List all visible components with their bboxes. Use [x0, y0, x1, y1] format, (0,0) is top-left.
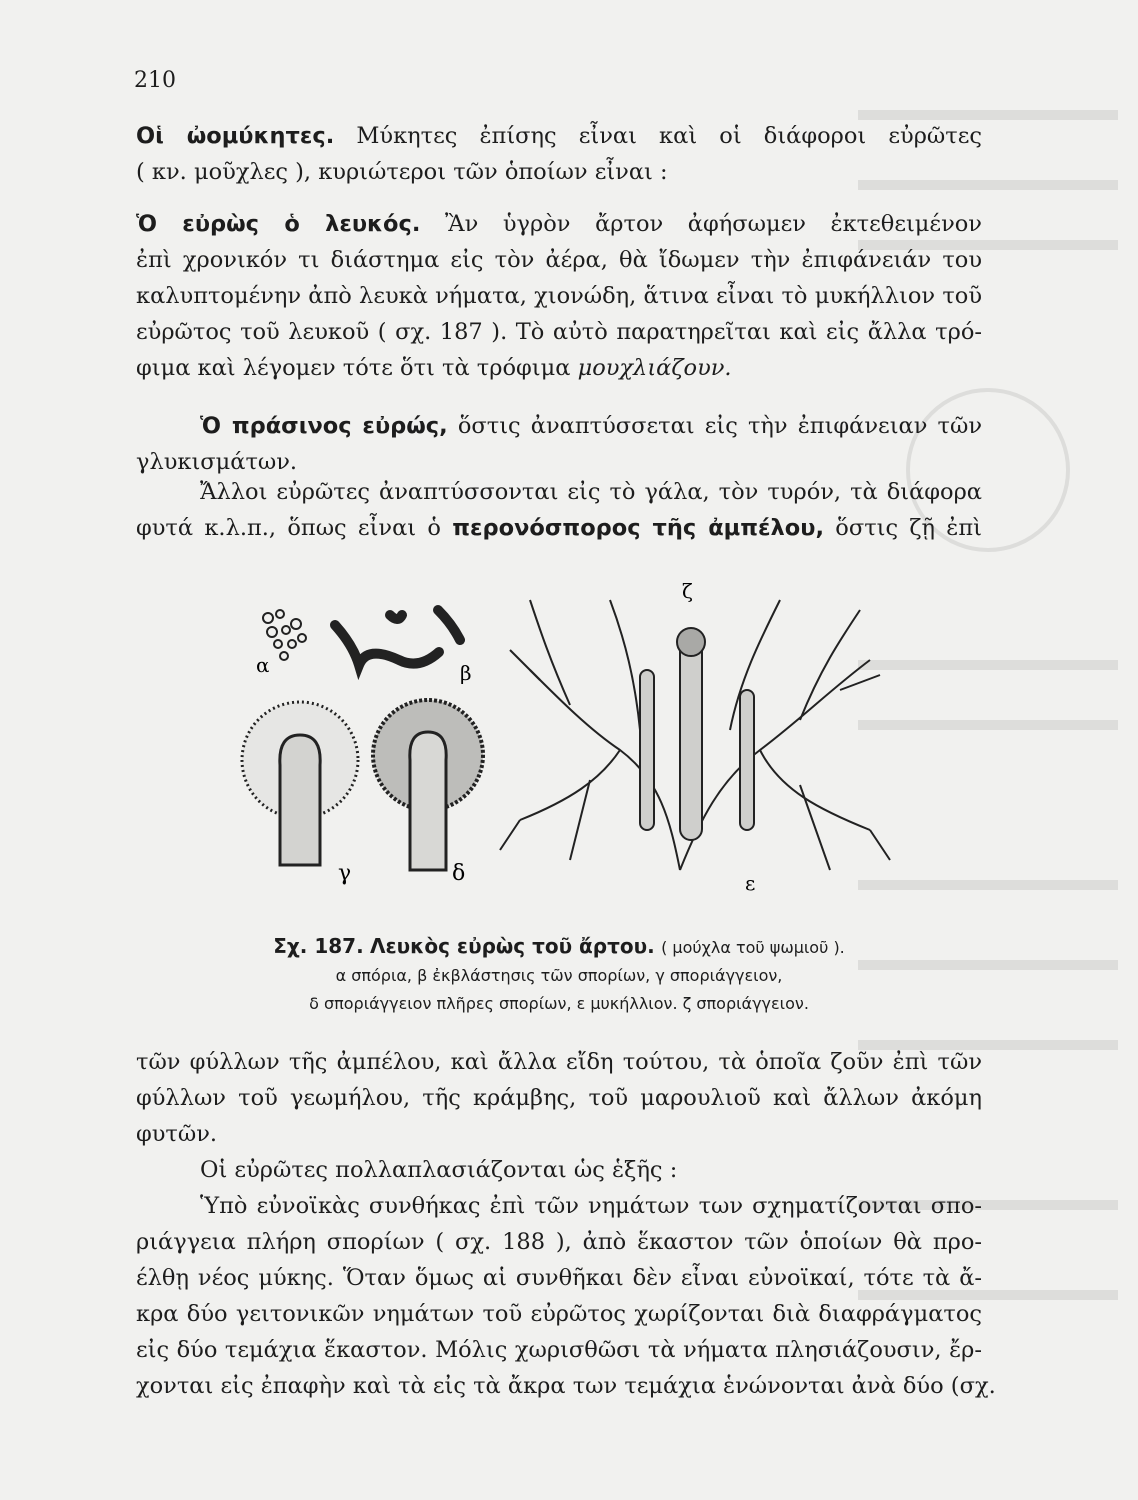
germinating-spores-beta: [335, 610, 460, 665]
caption-common-name: ( μούχλα τοῦ ψωμιοῦ ).: [661, 938, 845, 957]
caption-line-2: α σπόρια, β ἐκβλάστησις τῶν σπορίων, γ σποριάγγειον,: [335, 966, 783, 985]
caption-line-3: δ σποριάγγειον πλῆρες σπορίων, ε μυκήλλιον. ζ σποριάγγειον.: [309, 994, 809, 1013]
text-line: Ἄλλοι εὐρῶτες ἀναπτύσσονται εἰς τὸ γάλα, τὸν τυρόν, τὰ διάφορα: [200, 479, 982, 505]
text-line: τῶν φύλλων τῆς ἀμπέλου, καὶ ἄλλα εἴδη τούτου, τὰ ὁποῖα ζοῦν ἐπὶ τῶν: [136, 1049, 982, 1075]
heading-green-mold: Ὁ πράσινος εὐρώς,: [200, 413, 448, 439]
paragraph-oomycetes: [136, 118, 982, 190]
paragraph-continuation: [136, 1044, 982, 1152]
figure-caption: [136, 932, 982, 1018]
text-line: Οἱ εὐρῶτες πολλαπλασιάζονται ὡς ἑξῆς :: [200, 1157, 678, 1183]
sporangium-delta: [373, 700, 483, 870]
text-line: ριάγγεια πλήρη σπορίων ( σχ. 188 ), ἀπὸ ἕκαστον τῶν ὁποίων θὰ προ-: [136, 1229, 982, 1255]
sporangiophores-zeta: [640, 628, 754, 840]
paragraph-green-mold: [136, 408, 982, 480]
text-line: κρα δύο γειτονικῶν νημάτων τοῦ εὐρῶτος χωρίζονται διὰ διαφράγματος: [136, 1301, 982, 1327]
text-line: εἰς δύο τεμάχια ἕκαστον. Μόλις χωρισθῶσι τὰ νήματα πλησιάζουσιν, ἔρ-: [136, 1337, 982, 1363]
text-line: εὐρῶτος τοῦ λευκοῦ ( σχ. 187 ). Τὸ αὐτὸ παρατηρεῖται καὶ εἰς ἄλλα τρό-: [136, 319, 982, 345]
figure-187-illustration: [240, 580, 900, 900]
paragraph-multiplication: [136, 1152, 982, 1188]
heading-white-mold: Ὁ εὐρὼς ὁ λευκός.: [136, 211, 421, 237]
text-line: φυτῶν.: [136, 1121, 218, 1147]
paragraph-other-molds: [136, 474, 982, 546]
paragraph-conditions: [136, 1188, 996, 1404]
text-line: φιμα καὶ λέγομεν τότε ὅτι τὰ τρόφιμα: [136, 355, 578, 381]
label-alpha: α: [256, 653, 270, 677]
heading-peronospora: περονόσπορος τῆς ἀμπέλου,: [452, 515, 824, 541]
sporangium-gamma: [242, 702, 358, 865]
text-line: φύλλων τοῦ γεωμήλου, τῆς κράμβης, τοῦ μαρουλιοῦ καὶ ἄλλων ἀκόμη: [136, 1085, 982, 1111]
italic-term: μουχλιάζουν.: [577, 355, 732, 381]
caption-title: Λευκὸς εὐρὼς τοῦ ἄρτου.: [370, 934, 655, 958]
text-line: φυτά κ.λ.π., ὅπως εἶναι ὁ: [136, 515, 453, 541]
heading-oomycetes: Οἱ ὠομύκητες.: [136, 123, 335, 149]
text-line: ὅστις ζῇ ἐπὶ: [824, 515, 982, 541]
text-line: γλυκισμάτων.: [136, 449, 298, 475]
caption-figure-number: Σχ. 187.: [273, 934, 364, 958]
label-epsilon: ε: [745, 871, 756, 895]
text-line: Ἂν ὑγρὸν ἄρτον ἀφήσωμεν ἐκτεθειμένον: [420, 211, 982, 237]
text-line: ( κν. μοῦχλες ), κυριώτεροι τῶν ὁποίων εἶναι :: [136, 159, 668, 185]
text-line: χονται εἰς ἐπαφὴν καὶ τὰ εἰς τὰ ἄκρα των τεμάχια ἑνώνονται ἀνὰ δύο (σχ.: [136, 1373, 996, 1399]
text-line: ἐπὶ χρονικόν τι διάστημα εἰς τὸν ἀέρα, θὰ ἴδωμεν τὴν ἐπιφάνειάν του: [136, 247, 982, 273]
label-gamma: γ: [338, 861, 352, 886]
page-number: 210: [134, 68, 176, 93]
text-line: έλθῃ νέος μύκης. Ὅταν ὅμως αἱ συνθῆκαι δὲν εἶναι εὐνοϊκαί, τότε τὰ ἄ-: [136, 1265, 982, 1291]
label-zeta: ζ: [682, 580, 693, 603]
text-line: καλυπτομένην ἀπὸ λευκὰ νήματα, χιονώδη, ἅτινα εἶναι τὸ μυκήλλιον τοῦ: [136, 283, 982, 309]
text-line: Μύκητες ἐπίσης εἶναι καὶ οἱ διάφοροι εὐρῶτες: [334, 123, 982, 149]
label-delta: δ: [452, 861, 466, 886]
label-beta: β: [460, 661, 472, 685]
caption-line-1: [136, 932, 982, 962]
paragraph-white-mold: [136, 206, 982, 386]
text-line: ὅστις ἀναπτύσσεται εἰς τὴν ἐπιφάνειαν τῶν: [447, 413, 983, 439]
text-line: Ὑπὸ εὐνοϊκὰς συνθήκας ἐπὶ τῶν νημάτων των σχηματίζονται σπο-: [200, 1193, 982, 1219]
